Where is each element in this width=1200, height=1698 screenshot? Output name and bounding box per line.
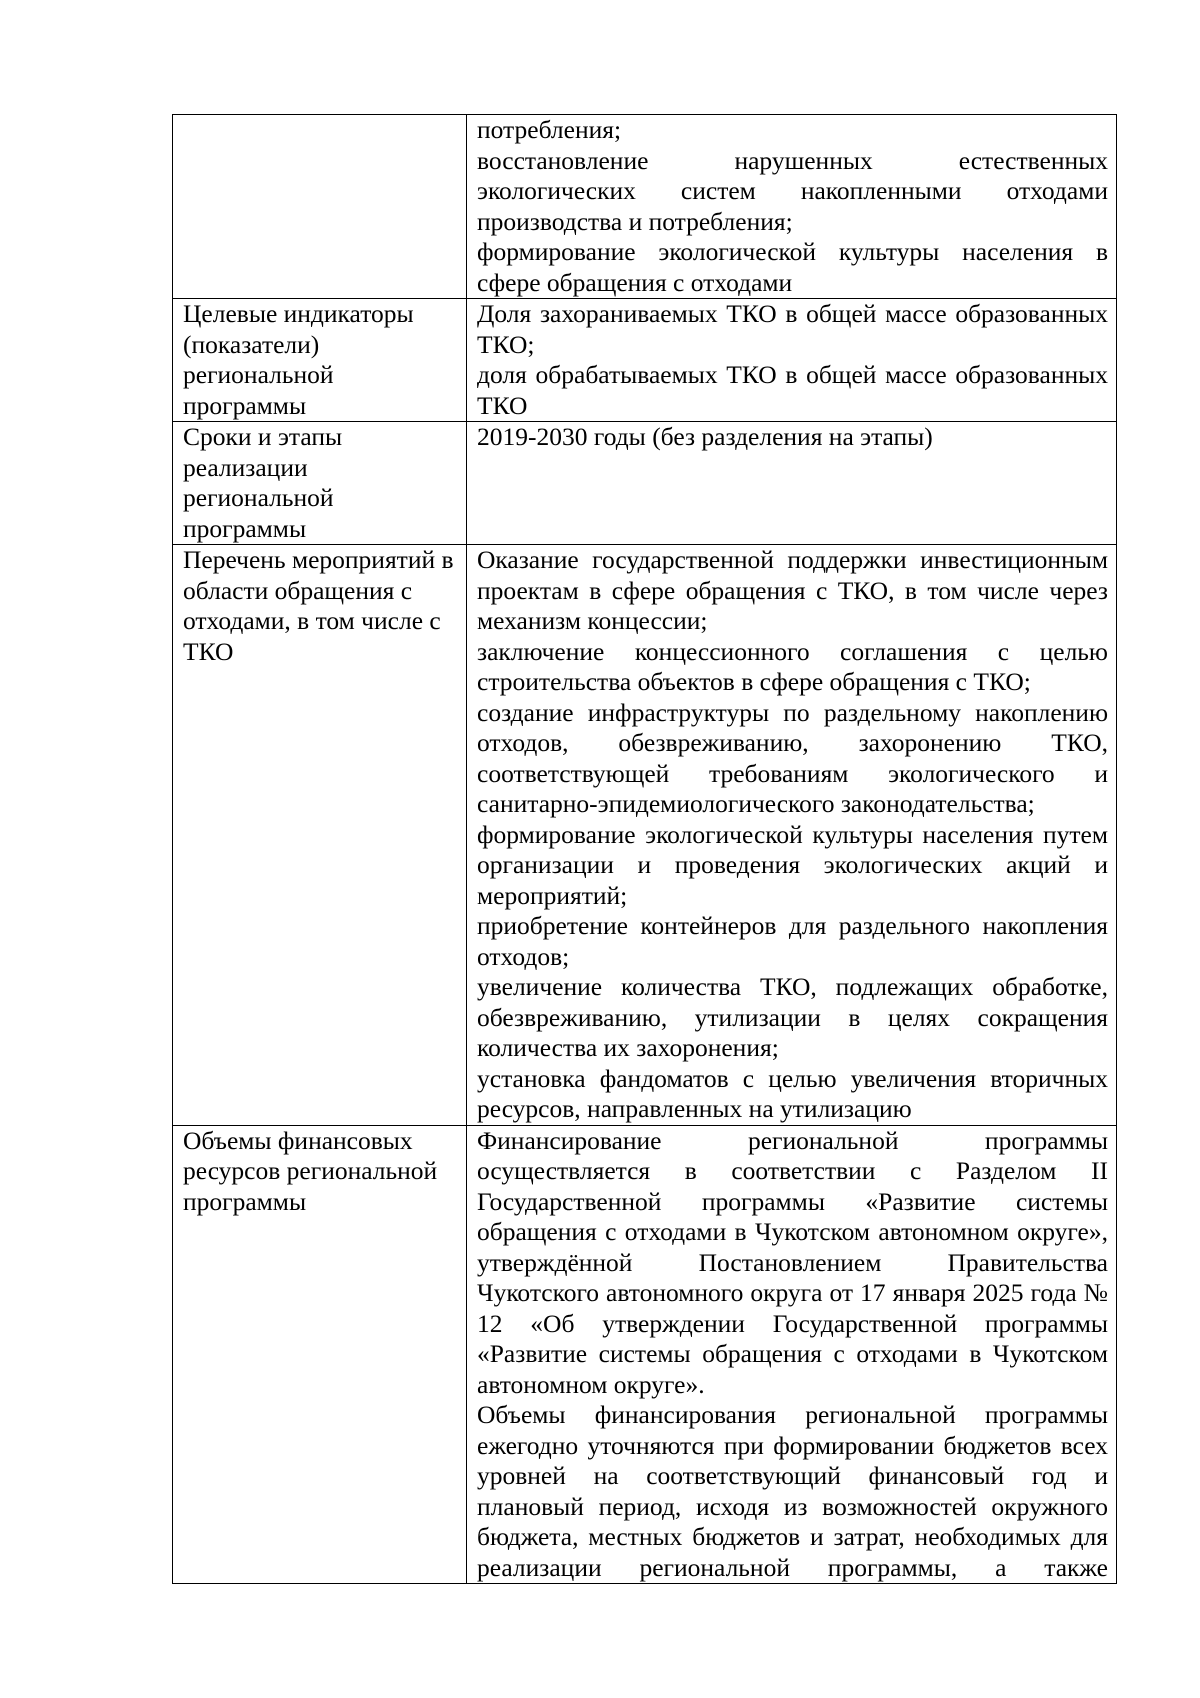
content-paragraph: Объемы финансирования региональной программы ежегодно уточняются при формировании бюджетов всех уровней на соответствующий финансовый год и плановый период, исходя из возможностей окружного бюджета, местных бюджетов и затрат, необходимых для реализации региональной программы, а также bbox=[477, 1400, 1108, 1582]
table-row bbox=[173, 115, 1117, 299]
content-paragraph: приобретение контейнеров для раздельного накопления отходов; bbox=[477, 911, 1108, 971]
content-paragraph: 2019-2030 годы (без разделения на этапы) bbox=[477, 422, 933, 451]
row-label-cell bbox=[173, 1125, 467, 1584]
content-paragraph: заключение концессионного соглашения с целью строительства объектов в сфере обращения с ТКО; bbox=[477, 636, 1108, 696]
row-label-cell bbox=[173, 422, 467, 545]
table-row bbox=[173, 545, 1117, 1126]
row-label: Перечень мероприятий в области обращения с отходами, в том числе с ТКО bbox=[183, 545, 454, 666]
content-paragraph: Финансирование региональной программы осуществляется в соответствии с Разделом II Государственной программы «Развитие системы обращения с отходами в Чукотском автономном округе», утверждённой Постановлением Правительства Чукотского автономного округа от 17 января 2025 года № 12 «Об утверждении Государственной программы «Развитие системы обращения с отходами в Чукотском автономном округе». bbox=[477, 1125, 1108, 1399]
table-row bbox=[173, 299, 1117, 422]
row-label: Целевые индикаторы (показатели) региональной программы bbox=[183, 299, 414, 420]
content-paragraph: потребления; bbox=[477, 115, 622, 144]
content-paragraph: Доля захораниваемых ТКО в общей массе образованных ТКО; bbox=[477, 299, 1108, 359]
row-label: Сроки и этапы реализации региональной программы bbox=[183, 422, 343, 543]
content-paragraph: установка фандоматов с целью увеличения вторичных ресурсов, направленных на утилизацию bbox=[477, 1063, 1108, 1123]
row-content-cell bbox=[467, 299, 1117, 422]
content-paragraph: восстановление нарушенных естественных экологических систем накопленными отходами производства и потребления; bbox=[477, 145, 1108, 236]
row-label: Объемы финансовых ресурсов региональной программы bbox=[183, 1125, 438, 1216]
table-row bbox=[173, 422, 1117, 545]
content-paragraph: формирование экологической культуры населения путем организации и проведения экологических акций и мероприятий; bbox=[477, 819, 1108, 910]
content-paragraph: доля обрабатываемых ТКО в общей массе образованных ТКО bbox=[477, 360, 1108, 420]
row-label-cell bbox=[173, 115, 467, 299]
row-content-cell bbox=[467, 545, 1117, 1126]
row-content-cell bbox=[467, 422, 1117, 545]
program-passport-table bbox=[172, 114, 1117, 1584]
row-label-cell bbox=[173, 299, 467, 422]
row-content-cell bbox=[467, 1125, 1117, 1584]
table-row bbox=[173, 1125, 1117, 1584]
row-label-cell bbox=[173, 545, 467, 1126]
row-content-cell bbox=[467, 115, 1117, 299]
content-paragraph: формирование экологической культуры населения в сфере обращения с отходами bbox=[477, 237, 1108, 297]
content-paragraph: Оказание государственной поддержки инвестиционным проектам в сфере обращения с ТКО, в том числе через механизм концессии; bbox=[477, 545, 1108, 635]
content-paragraph: создание инфраструктуры по раздельному накоплению отходов, обезвреживанию, захоронению ТКО, соответствующей требованиям экологического и санитарно-эпидемиологического законодательства; bbox=[477, 697, 1108, 818]
content-paragraph: увеличение количества ТКО, подлежащих обработке, обезвреживанию, утилизации в целях сокращения количества их захоронения; bbox=[477, 972, 1108, 1062]
